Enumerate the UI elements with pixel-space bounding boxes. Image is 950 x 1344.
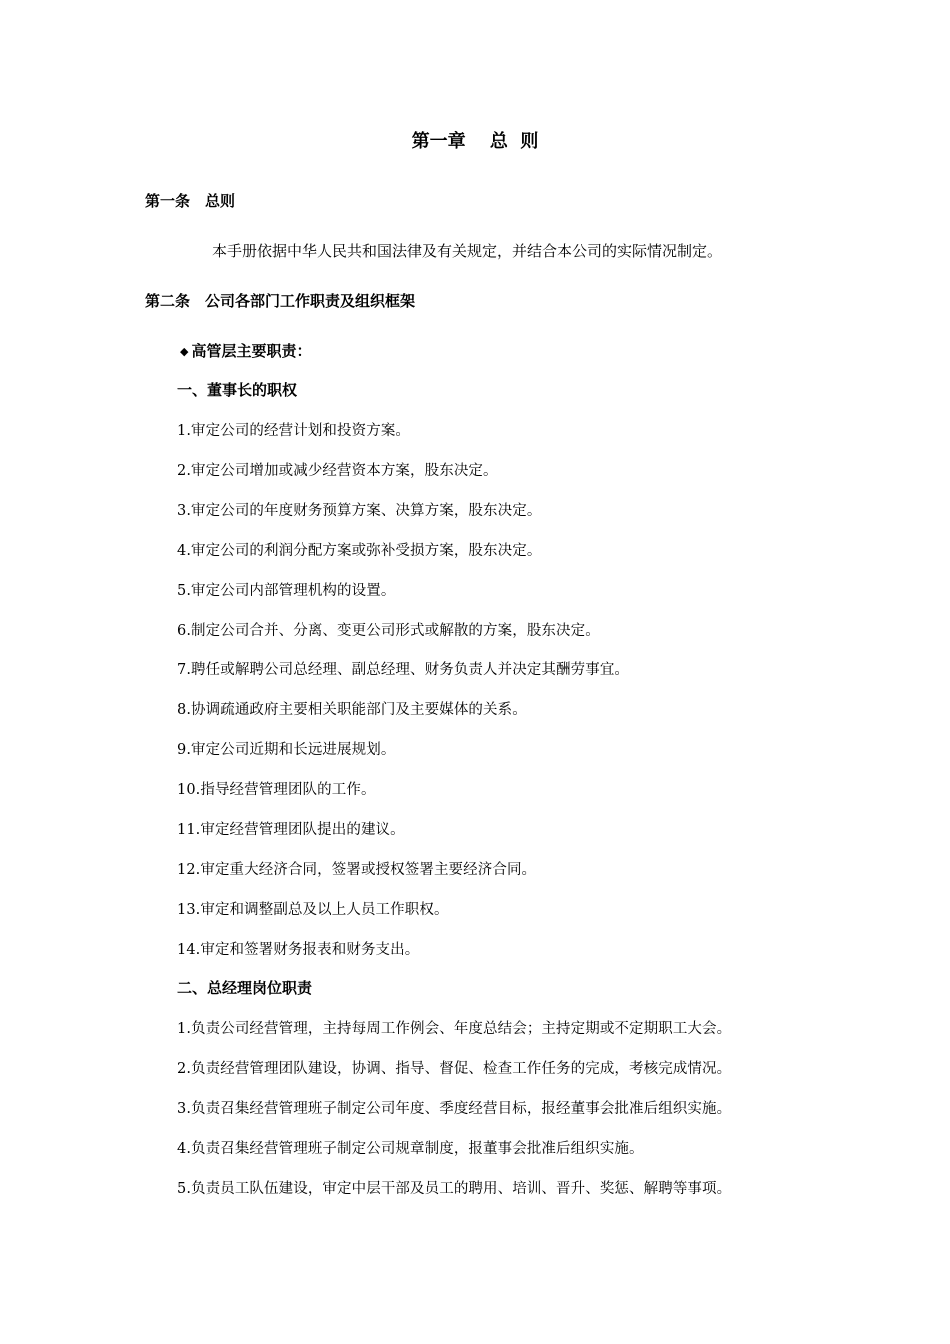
article-1-body: 本手册依据中华人民共和国法律及有关规定，并结合本公司的实际情况制定。 bbox=[212, 242, 723, 260]
bullet-heading-label: 高管层主要职责： bbox=[191, 342, 312, 360]
list-item: 10.指导经营管理团队的工作。 bbox=[177, 782, 376, 798]
diamond-bullet-icon: ◆ bbox=[180, 345, 189, 358]
list-item: 3.负责召集经营管理班子制定公司年度、季度经营目标，报经董事会批准后组织实施。 bbox=[177, 1101, 732, 1117]
list-item: 12.审定重大经济合同，签署或授权签署主要经济合同。 bbox=[177, 862, 537, 878]
list-item: 13.审定和调整副总及以上人员工作职权。 bbox=[177, 902, 449, 918]
list-item: 9.审定公司近期和长远进展规划。 bbox=[177, 742, 396, 758]
list-item: 5.审定公司内部管理机构的设置。 bbox=[177, 583, 396, 599]
list-item: 7.聘任或解聘公司总经理、副总经理、财务负责人并决定其酬劳事宜。 bbox=[177, 662, 630, 678]
article-1-heading: 第一条 总则 bbox=[145, 192, 236, 210]
list-item: 6.制定公司合并、分离、变更公司形式或解散的方案，股东决定。 bbox=[177, 623, 600, 639]
list-item: 1.审定公司的经营计划和投资方案。 bbox=[177, 423, 411, 439]
list-item: 2.负责经营管理团队建设，协调、指导、督促、检查工作任务的完成，考核完成情况。 bbox=[177, 1061, 732, 1077]
section-2-heading: 二、总经理岗位职责 bbox=[177, 979, 313, 997]
chapter-title: 第一章 总 则 bbox=[411, 131, 539, 152]
list-item: 4.负责召集经营管理班子制定公司规章制度，报董事会批准后组织实施。 bbox=[177, 1141, 644, 1157]
list-item: 1.负责公司经营管理，主持每周工作例会、年度总结会；主持定期或不定期职工大会。 bbox=[177, 1021, 732, 1037]
list-item: 3.审定公司的年度财务预算方案、决算方案，股东决定。 bbox=[177, 503, 542, 519]
list-item: 5.负责员工队伍建设，审定中层干部及员工的聘用、培训、晋升、奖惩、解聘等事项。 bbox=[177, 1181, 732, 1197]
list-item: 8.协调疏通政府主要相关职能部门及主要媒体的关系。 bbox=[177, 702, 527, 718]
list-item: 2.审定公司增加或减少经营资本方案，股东决定。 bbox=[177, 463, 498, 479]
section-1-heading: 一、董事长的职权 bbox=[177, 381, 298, 399]
list-item: 11.审定经营管理团队提出的建议。 bbox=[177, 822, 405, 838]
bullet-heading bbox=[180, 340, 311, 361]
article-2-heading: 第二条 公司各部门工作职责及组织框架 bbox=[145, 292, 416, 310]
list-item: 14.审定和签署财务报表和财务支出。 bbox=[177, 942, 420, 958]
list-item: 4.审定公司的利润分配方案或弥补受损方案，股东决定。 bbox=[177, 543, 542, 559]
